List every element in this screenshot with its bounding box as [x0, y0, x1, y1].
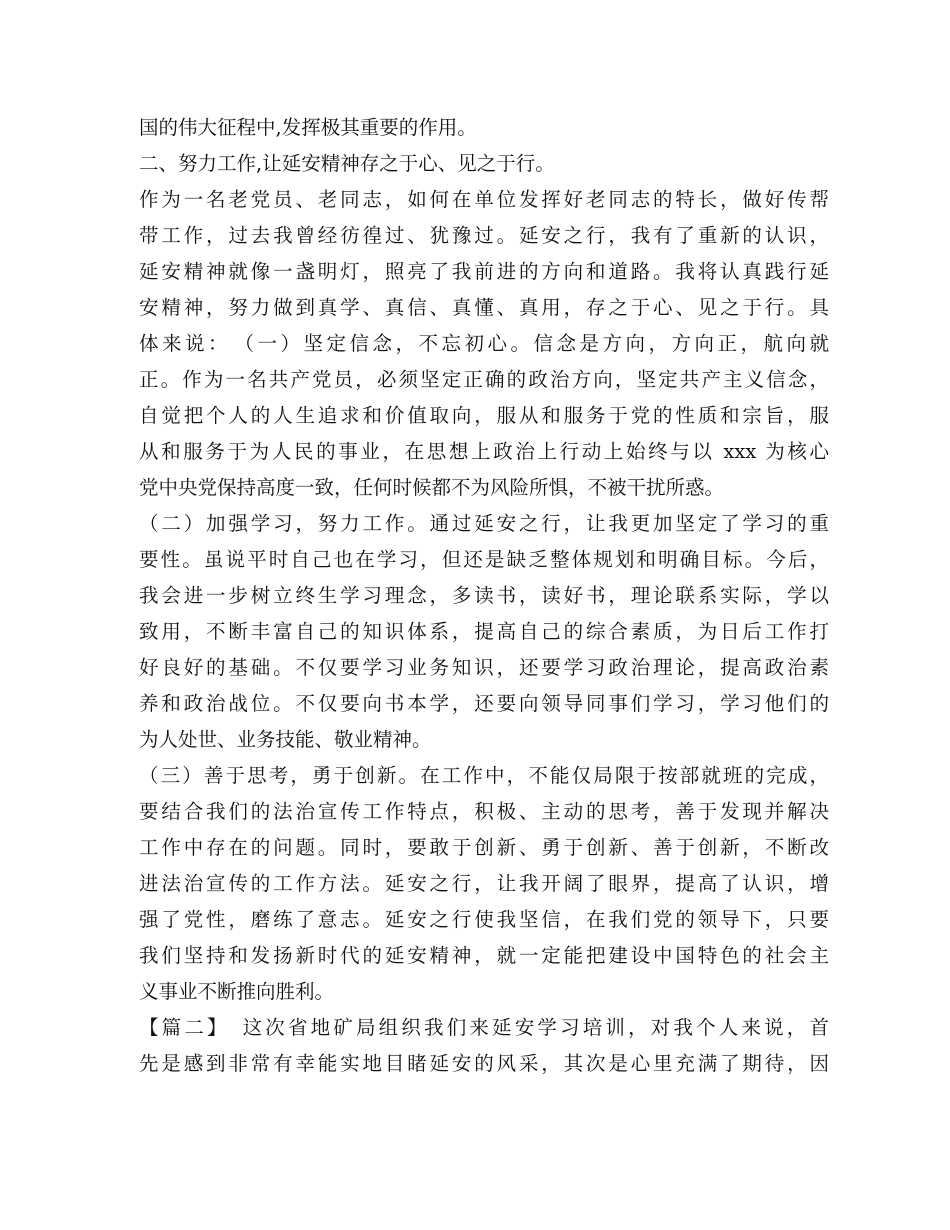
text-line: 正。作为一名共产党员，必须坚定正确的政治方向，坚定共产主义信念，: [139, 368, 829, 391]
text-line: 党中央党保持高度一致，任何时候都不为风险所惧，不被干扰所惑。: [139, 476, 725, 499]
text-line: 延安精神就像一盏明灯，照亮了我前进的方向和道路。我将认真践行延: [139, 260, 829, 283]
text-line: 我会进一步树立终生学习理念，多读书，读好书，理论联系实际，学以: [139, 584, 829, 607]
text-line: 体来说： （一）坚定信念，不忘初心。信念是方向，方向正，航向就: [139, 332, 829, 355]
text-line: 致用，不断丰富自己的知识体系，提高自己的综合素质，为日后工作打: [139, 620, 829, 643]
text-line: 工作中存在的问题。同时，要敢于创新、勇于创新、善于创新，不断改: [139, 836, 829, 859]
document-page: [139, 110, 829, 1082]
text-line: 要性。虽说平时自己也在学习，但还是缺乏整体规划和明确目标。今后，: [139, 548, 829, 571]
text-line: 我们坚持和发扬新时代的延安精神，就一定能把建设中国特色的社会主: [139, 944, 829, 967]
text-line: 为人处世、业务技能、敬业精神。: [139, 728, 432, 751]
text-line: 作为一名老党员、老同志，如何在单位发挥好老同志的特长，做好传帮: [139, 188, 829, 211]
text-line: 带工作，过去我曾经彷徨过、犹豫过。延安之行，我有了重新的认识，: [139, 224, 829, 247]
text-line: （二）加强学习，努力工作。通过延安之行，让我更加坚定了学习的重: [139, 512, 829, 535]
text-line: 二、努力工作,让延安精神存之于心、见之于行。: [139, 152, 555, 175]
text-line: 强了党性，磨练了意志。延安之行使我坚信，在我们党的领导下，只要: [139, 908, 829, 931]
text-line: 义事业不断推向胜利。: [139, 980, 335, 1003]
text-line: 安精神，努力做到真学、真信、真懂、真用，存之于心、见之于行。具: [139, 296, 829, 319]
text-line: 【篇二】 这次省地矿局组织我们来延安学习培训，对我个人来说，首: [139, 1016, 829, 1039]
text-line: 先是感到非常有幸能实地目睹延安的风采，其次是心里充满了期待，因: [139, 1052, 829, 1075]
text-line: 从和服务于为人民的事业，在思想上政治上行动上始终与以 xxx 为核心: [139, 440, 829, 463]
text-line: 要结合我们的法治宣传工作特点，积极、主动的思考，善于发现并解决: [139, 800, 829, 823]
text-line: 养和政治战位。不仅要向书本学，还要向领导同事们学习，学习他们的: [139, 692, 829, 715]
text-line: 国的伟大征程中,发挥极其重要的作用。: [139, 116, 477, 139]
text-line: 进法治宣传的工作方法。延安之行，让我开阔了眼界，提高了认识，增: [139, 872, 829, 895]
text-line: 自觉把个人的人生追求和价值取向，服从和服务于党的性质和宗旨，服: [139, 404, 829, 427]
text-line: （三）善于思考，勇于创新。在工作中，不能仅局限于按部就班的完成，: [139, 764, 829, 787]
text-line: 好良好的基础。不仅要学习业务知识，还要学习政治理论，提高政治素: [139, 656, 829, 679]
